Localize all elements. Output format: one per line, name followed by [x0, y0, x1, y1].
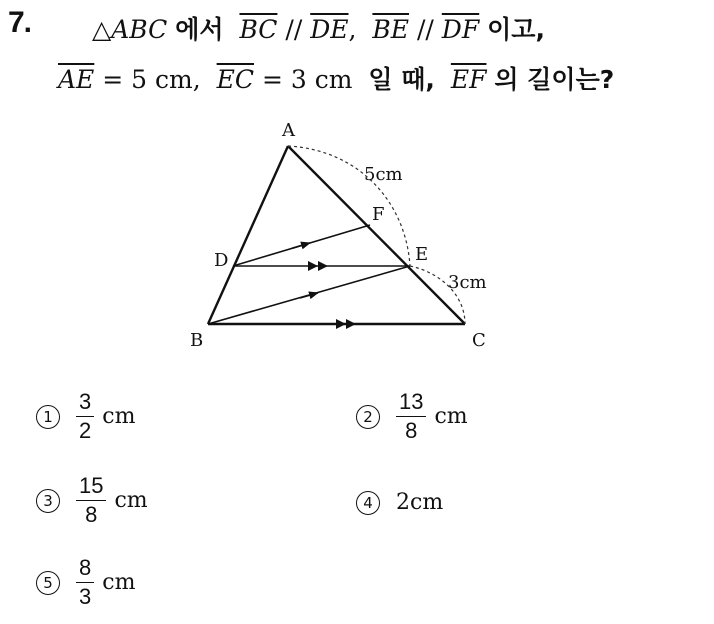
segment-be: $\overline{BE}$ — [372, 15, 410, 44]
denominator: 8 — [405, 418, 418, 443]
segment-ec: $\overline{EC}$ — [216, 65, 255, 94]
question-line-2 — [58, 60, 614, 96]
choice-marker-1: 1 — [36, 405, 60, 429]
denominator: 3 — [79, 584, 92, 609]
fraction — [76, 474, 106, 527]
arrow-be — [300, 293, 318, 298]
unit: cm — [102, 404, 136, 429]
choice-marker-5: 5 — [36, 571, 60, 595]
side-ab — [208, 146, 288, 324]
text-question: 의 길이는? — [494, 65, 615, 94]
text-eseo: 에서 — [175, 15, 224, 44]
choice-5[interactable] — [36, 556, 135, 609]
segment-ae: $\overline{AE}$ — [58, 65, 95, 94]
choice-3[interactable] — [36, 474, 148, 527]
unit: cm — [114, 488, 148, 513]
label-d: D — [214, 250, 229, 271]
equation-ec: = 3 cm — [261, 65, 353, 94]
label-ae-length: 5cm — [364, 164, 403, 185]
unit: cm — [102, 570, 136, 595]
numerator: 3 — [76, 390, 94, 417]
text-igo: 이고, — [487, 15, 545, 44]
numerator: 15 — [76, 474, 106, 501]
segment-df: $\overline{DF}$ — [441, 15, 480, 44]
double-arrow-de — [308, 261, 328, 271]
value: 2cm — [396, 490, 444, 515]
label-a: A — [282, 120, 295, 141]
numerator: 13 — [396, 390, 426, 417]
arrow-df — [292, 243, 310, 248]
text-il-ttae: 일 때, — [368, 65, 435, 94]
denominator: 8 — [85, 502, 98, 527]
label-ec-length: 3cm — [448, 272, 487, 293]
label-b: B — [190, 330, 204, 351]
comma: , — [348, 15, 357, 44]
equation-ae: = 5 cm, — [102, 65, 201, 94]
triangle-figure — [170, 108, 530, 368]
segment-ef: $\overline{EF}$ — [450, 65, 487, 94]
parallel-symbol: // — [285, 15, 303, 44]
label-f: F — [372, 204, 385, 225]
parallel-symbol: // — [416, 15, 434, 44]
question-line-1 — [92, 10, 545, 46]
triangle-abc: △ABC — [92, 15, 168, 44]
choice-marker-2: 2 — [356, 405, 380, 429]
choice-4[interactable] — [356, 490, 443, 515]
question-number: 7. — [8, 6, 32, 39]
label-c: C — [472, 330, 486, 351]
denominator: 2 — [79, 418, 92, 443]
double-arrow-bc — [336, 319, 356, 329]
fraction — [76, 390, 94, 443]
fraction — [396, 390, 426, 443]
segment-de: $\overline{DE}$ — [310, 15, 349, 44]
choice-marker-4: 4 — [356, 491, 380, 515]
fraction — [76, 556, 94, 609]
label-e: E — [415, 244, 429, 265]
choice-2[interactable] — [356, 390, 468, 443]
choice-marker-3: 3 — [36, 489, 60, 513]
segment-bc: $\overline{BC}$ — [239, 15, 278, 44]
unit: cm — [434, 404, 468, 429]
numerator: 8 — [76, 556, 94, 583]
choice-1[interactable] — [36, 390, 135, 443]
